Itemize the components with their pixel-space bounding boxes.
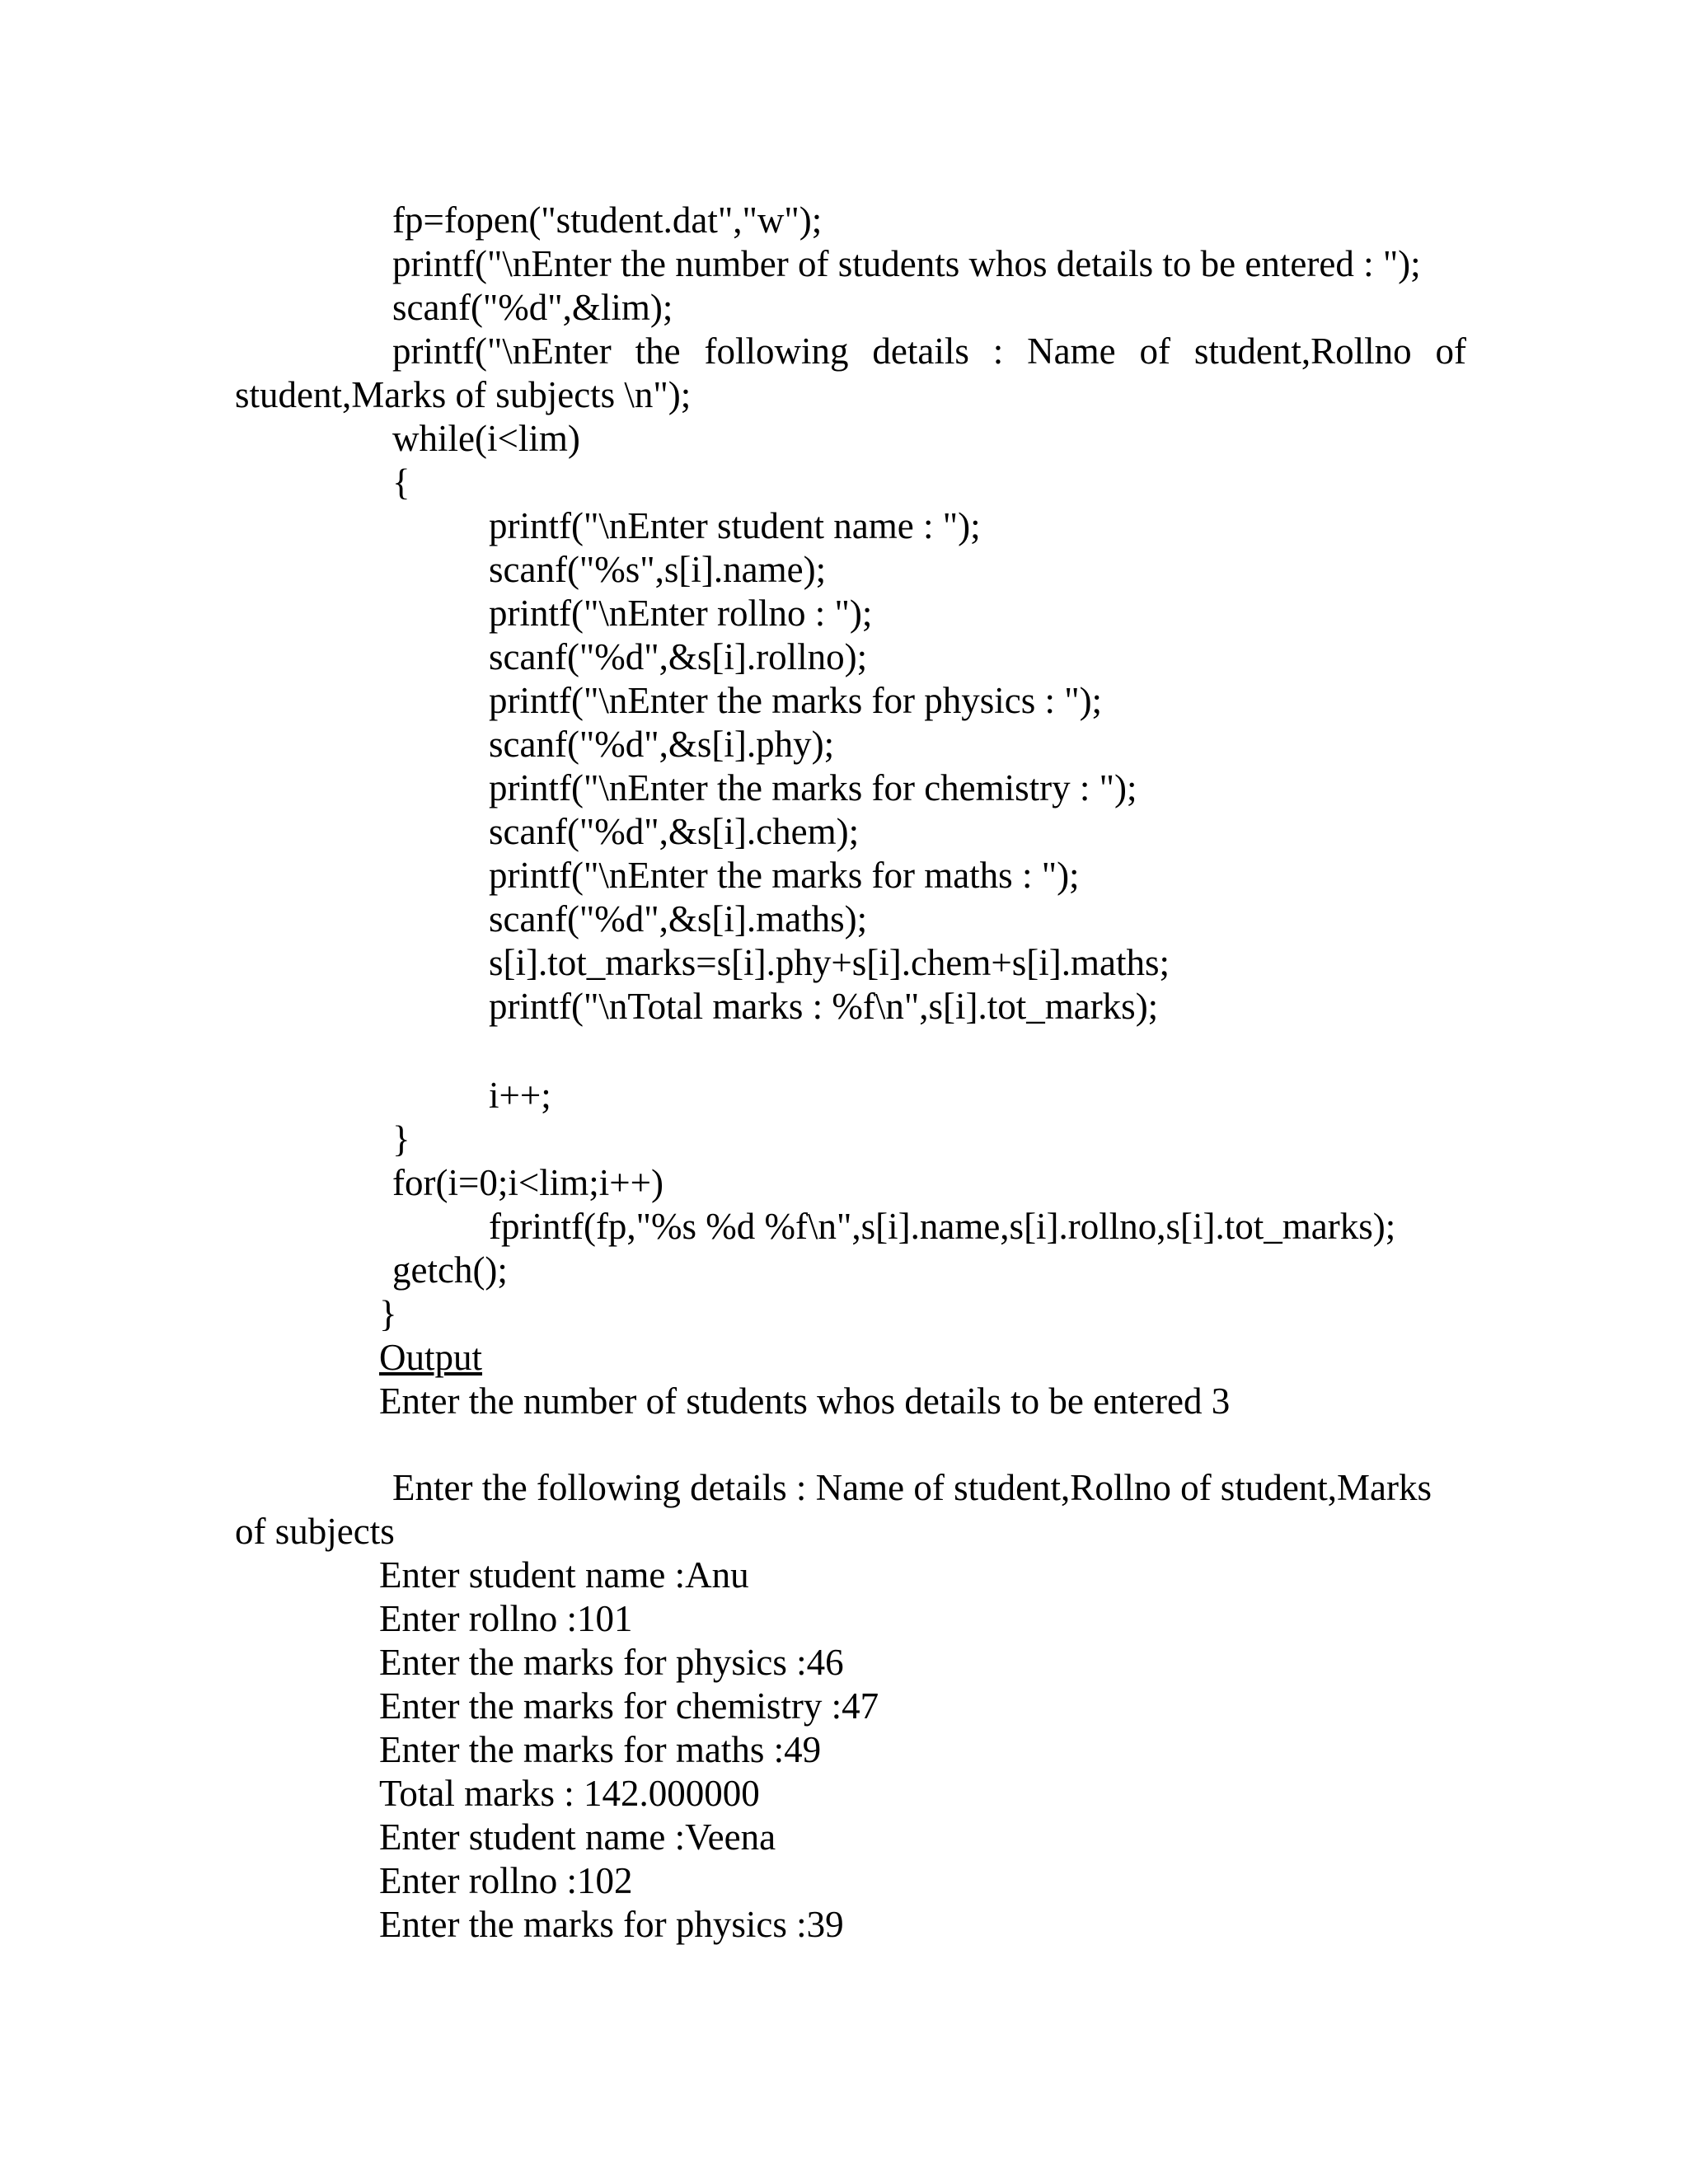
output-heading: Output	[379, 1337, 483, 1378]
code-line: getch();	[392, 1249, 508, 1291]
code-line: printf("\nEnter rollno : ");	[489, 593, 873, 634]
code-line: fp=fopen("student.dat","w");	[392, 199, 823, 241]
code-line: i++;	[489, 1075, 551, 1116]
code-line: scanf("%s",s[i].name);	[489, 549, 827, 590]
code-line: scanf("%d",&s[i].chem);	[489, 811, 860, 852]
code-line: student,Marks of subjects \n");	[235, 374, 692, 415]
output-line: Total marks : 142.000000	[379, 1773, 760, 1814]
output-line: Enter the marks for physics :39	[379, 1904, 844, 1945]
output-line: Enter student name :Anu	[379, 1554, 749, 1596]
code-line: printf("\nTotal marks : %f\n",s[i].tot_marks);	[489, 986, 1159, 1027]
code-line: printf("\nEnter student name : ");	[489, 505, 981, 546]
output-line: Enter the following details : Name of student,Rollno of student,Marks	[392, 1467, 1432, 1508]
output-line: Enter the marks for maths :49	[379, 1729, 822, 1770]
code-line: {	[392, 462, 410, 503]
code-line: s[i].tot_marks=s[i].phy+s[i].chem+s[i].maths;	[489, 942, 1170, 983]
code-line: }	[392, 1118, 410, 1160]
code-line: for(i=0;i<lim;i++)	[392, 1162, 663, 1203]
code-line: scanf("%d",&s[i].phy);	[489, 724, 835, 765]
output-line: Enter the number of students whos details to be entered 3	[379, 1380, 1231, 1422]
output-line: Enter rollno :101	[379, 1598, 633, 1639]
output-line: of subjects	[235, 1511, 395, 1552]
output-line: Enter student name :Veena	[379, 1816, 776, 1858]
code-line: printf("\nEnter the marks for chemistry : ");	[489, 767, 1137, 808]
output-line: Enter rollno :102	[379, 1860, 633, 1901]
code-line: fprintf(fp,"%s %d %f\n",s[i].name,s[i].rollno,s[i].tot_marks);	[489, 1206, 1396, 1247]
code-line: printf("\nEnter the following details : Name of student,Rollno of	[392, 330, 1466, 372]
code-line: scanf("%d",&s[i].rollno);	[489, 636, 868, 677]
code-line: printf("\nEnter the marks for physics : ");	[489, 680, 1103, 721]
code-line: scanf("%d",&s[i].maths);	[489, 898, 868, 940]
output-line: Enter the marks for physics :46	[379, 1642, 844, 1683]
code-line: while(i<lim)	[392, 418, 580, 459]
code-line: printf("\nEnter the number of students whos details to be entered : ");	[392, 243, 1421, 284]
output-line: Enter the marks for chemistry :47	[379, 1685, 879, 1727]
code-line: printf("\nEnter the marks for maths : ");	[489, 855, 1080, 896]
code-line: scanf("%d",&lim);	[392, 287, 673, 328]
code-line: }	[379, 1293, 397, 1334]
